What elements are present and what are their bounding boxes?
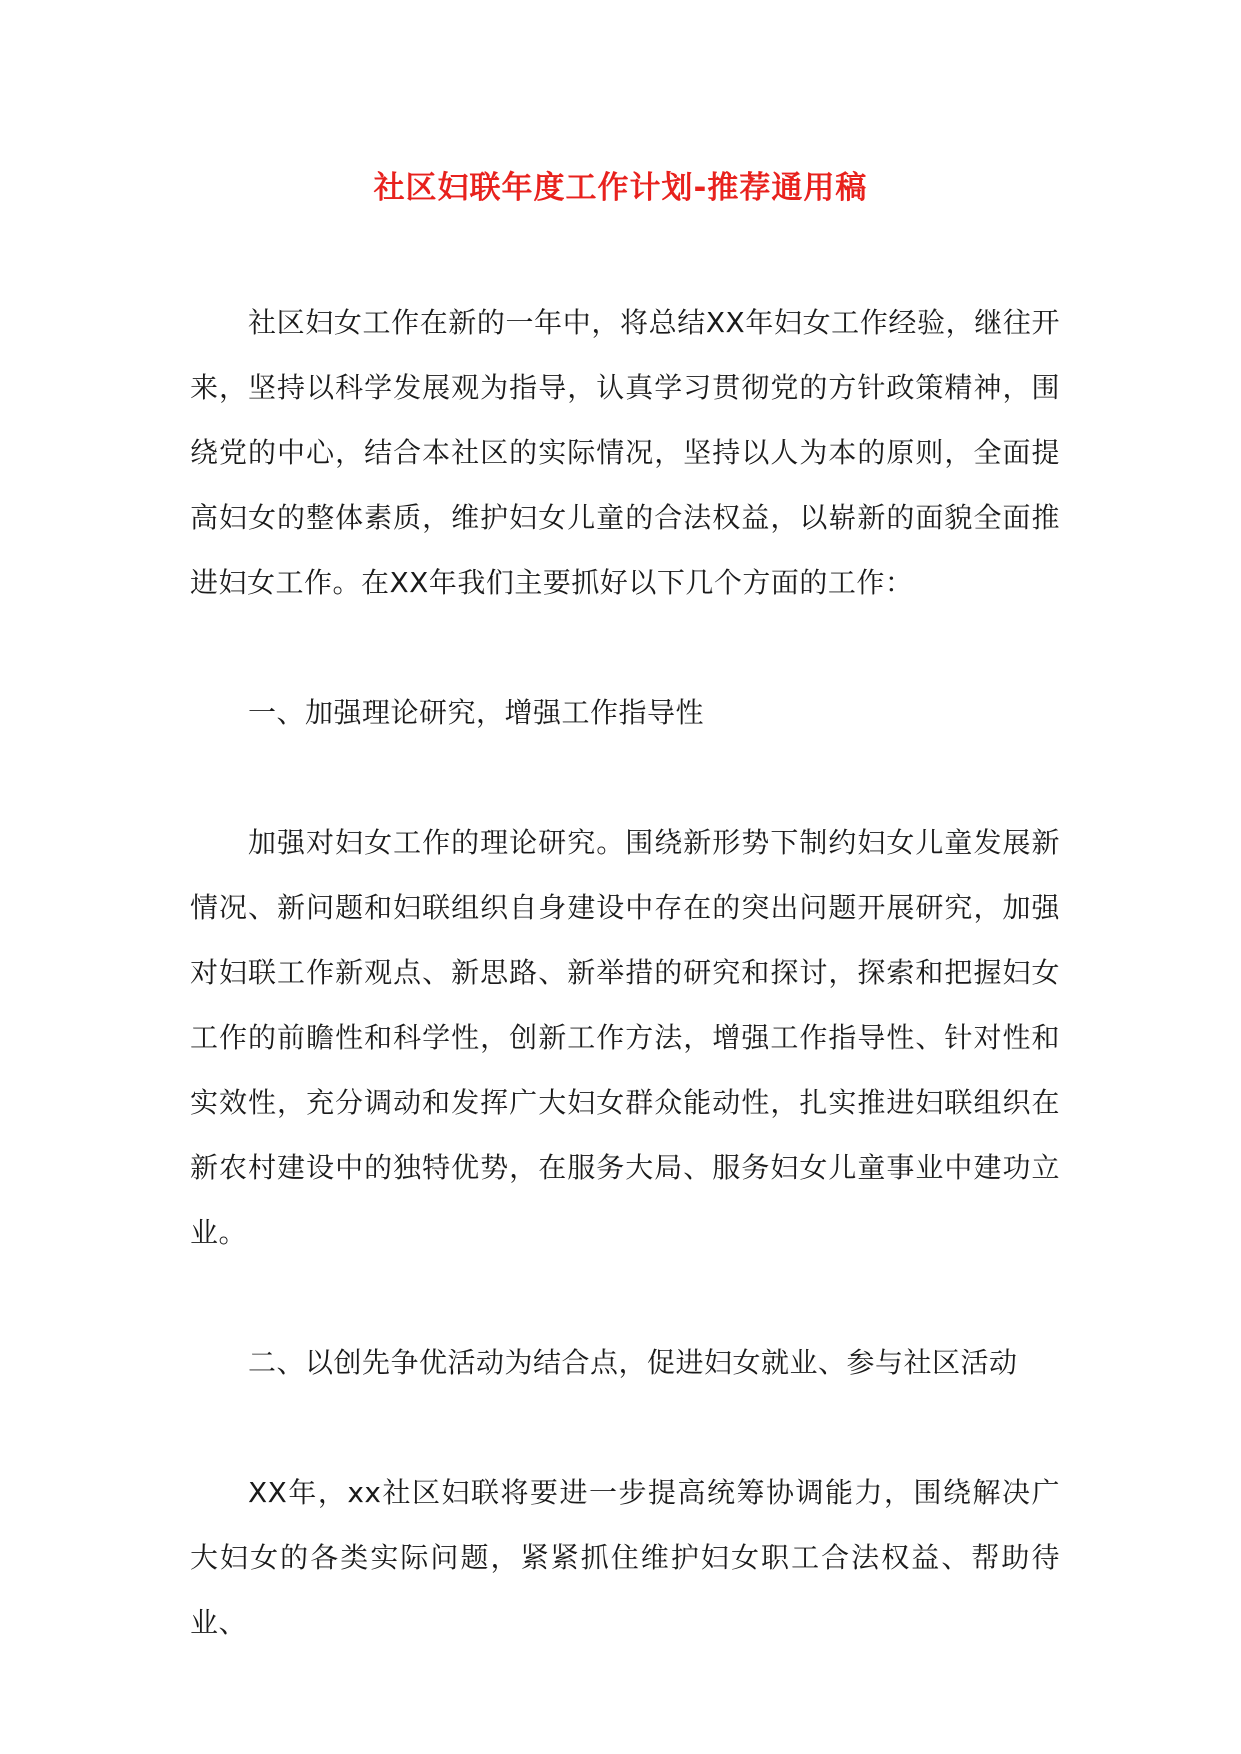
- paragraph-spacer: [190, 1265, 1060, 1330]
- paragraph-spacer: [190, 1395, 1060, 1460]
- paragraph-theory-research: 加强对妇女工作的理论研究。围绕新形势下制约妇女儿童发展新情况、新问题和妇联组织自身建设中存在的突出问题开展研究，加强对妇联工作新观点、新思路、新举措的研究和探讨，探索和把握妇女工作的前瞻性和科学性，创新工作方法，增强工作指导性、针对性和实效性，充分调动和发挥广大妇女群众能动性，扎实推进妇联组织在新农村建设中的独特优势，在服务大局、服务妇女儿童事业中建功立业。: [190, 826, 1060, 1249]
- document-body: [190, 290, 1060, 1655]
- paragraph-spacer: [190, 745, 1060, 810]
- paragraph-employment: XX年，xx社区妇联将要进一步提高统筹协调能力，围绕解决广大妇女的各类实际问题，紧紧抓住维护妇女职工合法权益、帮助待业、: [190, 1476, 1060, 1639]
- section-heading-1: 一、加强理论研究，增强工作指导性: [248, 696, 705, 729]
- document-title: 社区妇联年度工作计划-推荐通用稿: [373, 170, 868, 206]
- paragraph-intro: 社区妇女工作在新的一年中，将总结XX年妇女工作经验，继往开来，坚持以科学发展观为指导，认真学习贯彻党的方针政策精神，围绕党的中心，结合本社区的实际情况，坚持以人为本的原则，全面提高妇女的整体素质，维护妇女儿童的合法权益，以崭新的面貌全面推进妇女工作。在XX年我们主要抓好以下几个方面的工作：: [190, 306, 1060, 599]
- section-heading-2: 二、以创先争优活动为结合点，促进妇女就业、参与社区活动: [248, 1346, 1018, 1379]
- paragraph-spacer: [190, 615, 1060, 680]
